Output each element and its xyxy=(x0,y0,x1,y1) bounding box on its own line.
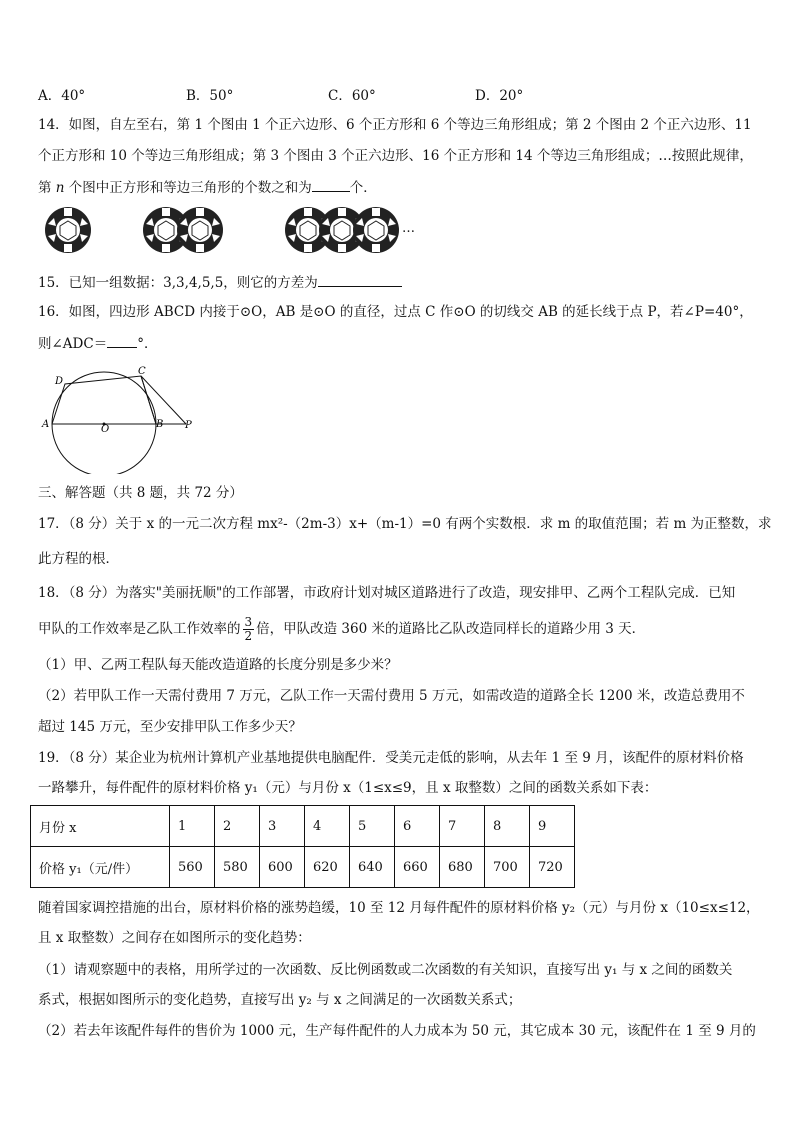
table-cell: 640 xyxy=(350,847,395,888)
option-b: B．50° xyxy=(186,88,234,104)
label-d: D xyxy=(55,376,64,387)
section-title: 三、解答题（共 8 题，共 72 分） xyxy=(38,485,243,501)
q14-line1: 14．如图，自左至右，第 1 个图由 1 个正六边形、6 个正方形和 6 个等边三角形组成；第 2 个图由 2 个正六边形、11 xyxy=(38,117,752,133)
q17-line2: 此方程的根． xyxy=(38,551,119,567)
q15-line: 15．已知一组数据：3,3,4,5,5，则它的方差为 xyxy=(38,272,402,292)
table-cell: 620 xyxy=(305,847,350,888)
q14-line3: 第 n 个图中正方形和等边三角形的个数之和为 个． xyxy=(38,177,377,197)
q18-line1: 18．（8 分）为落实"美丽抚顺"的工作部署，市政府计划对城区道路进行了改造，现安排甲、乙两个工程队完成．已知 xyxy=(38,585,736,601)
label-b: B xyxy=(156,419,164,430)
q19-after2: 且 x 取整数）之间存在如图所示的变化趋势： xyxy=(38,930,311,946)
q18-sub2-line1: （2）若甲队工作一天需付费用 7 万元，乙队工作一天需付费用 5 万元，如需改造的道路全长 1200 米，改造总费用不 xyxy=(38,688,745,704)
q16-answer-blank xyxy=(107,333,137,348)
table-cell: 580 xyxy=(215,847,260,888)
table-cell: 560 xyxy=(170,847,215,888)
table-cell: 4 xyxy=(305,806,350,847)
option-d: D．20° xyxy=(475,88,524,104)
table-cell: 600 xyxy=(260,847,305,888)
circle-geometry-figure xyxy=(38,364,198,474)
q18-line2: 甲队的工作效率是乙队工作效率的 $\frac{3}{2}$ 倍，甲队改造 360 米的道路比乙队改造同样长的道路少用 3 天． xyxy=(38,615,646,643)
price-table xyxy=(30,805,575,888)
label-a: A xyxy=(42,419,50,430)
table-cell: 680 xyxy=(440,847,485,888)
table-row xyxy=(31,806,575,847)
q18-sub2-line2: 超过 145 万元，至少安排甲队工作多少天？ xyxy=(38,719,302,735)
q19-sub1-line2: 系式，根据如图所示的变化趋势，直接写出 y₂ 与 x 之间满足的一次函数关系式； xyxy=(38,992,522,1008)
table-cell: 660 xyxy=(395,847,440,888)
table-cell: 6 xyxy=(395,806,440,847)
table-row xyxy=(31,847,575,888)
label-p: P xyxy=(185,420,192,431)
label-o: O xyxy=(101,424,110,435)
table-cell: 2 xyxy=(215,806,260,847)
table-cell: 7 xyxy=(440,806,485,847)
q19-sub1-line1: （1）请观察题中的表格，用所学过的一次函数、反比例函数或二次函数的有关知识，直接写出 y₁ 与 x 之间的函数关 xyxy=(38,962,733,978)
q19-sub2-line1: （2）若去年该配件每件的售价为 1000 元，生产每件配件的人力成本为 50 元，其它成本 30 元，该配件在 1 至 9 月的 xyxy=(38,1023,756,1039)
table-cell: 价格 y₁（元/件） xyxy=(31,847,170,888)
table-cell: 720 xyxy=(530,847,575,888)
q15-answer-blank xyxy=(318,272,402,287)
table-cell: 9 xyxy=(530,806,575,847)
table-cell: 1 xyxy=(170,806,215,847)
hexagon-pattern-figure xyxy=(40,204,420,256)
q19-after1: 随着国家调控措施的出台，原材料价格的涨势趋缓，10 至 12 月每件配件的原材料价格 y₂（元）与月份 x（10≤x≤12， xyxy=(38,900,760,916)
q16-line2: 则∠ADC＝ °． xyxy=(38,333,157,353)
table-cell: 3 xyxy=(260,806,305,847)
q14-answer-blank xyxy=(312,177,350,192)
table-cell: 5 xyxy=(350,806,395,847)
table-cell: 8 xyxy=(485,806,530,847)
q18-sub1: （1）甲、乙两工程队每天能改造道路的长度分别是多少米？ xyxy=(38,657,398,673)
label-c: C xyxy=(138,366,146,377)
table-cell: 月份 x xyxy=(31,806,170,847)
q19-line2: 一路攀升，每件配件的原材料价格 y₁（元）与月份 x（1≤x≤9，且 x 取整数）之间的函数关系如下表： xyxy=(38,780,658,796)
figure-ellipsis: … xyxy=(402,221,415,236)
q19-line1: 19．（8 分）某企业为杭州计算机产业基地提供电脑配件．受美元走低的影响，从去年 1 至 9 月，该配件的原材料价格 xyxy=(38,750,744,766)
q17-line1: 17．（8 分）关于 x 的一元二次方程 mx²-（2m-3）x+（m-1）=0 有两个实数根．求 m 的取值范围；若 m 为正整数，求 xyxy=(38,516,772,532)
q14-line2: 个正方形和 10 个等边三角形组成；第 3 个图由 3 个正六边形、16 个正方形和 14 个等边三角形组成；…按照此规律， xyxy=(38,148,753,164)
option-a: A．40° xyxy=(38,88,86,104)
option-c: C．60° xyxy=(328,88,376,104)
table-cell: 700 xyxy=(485,847,530,888)
fraction-three-halves: $\frac{3}{2}$ xyxy=(244,615,253,643)
q16-line1: 16．如图，四边形 ABCD 内接于⊙O，AB 是⊙O 的直径，过点 C 作⊙O 的切线交 AB 的延长线于点 P，若∠P=40°， xyxy=(38,304,753,320)
